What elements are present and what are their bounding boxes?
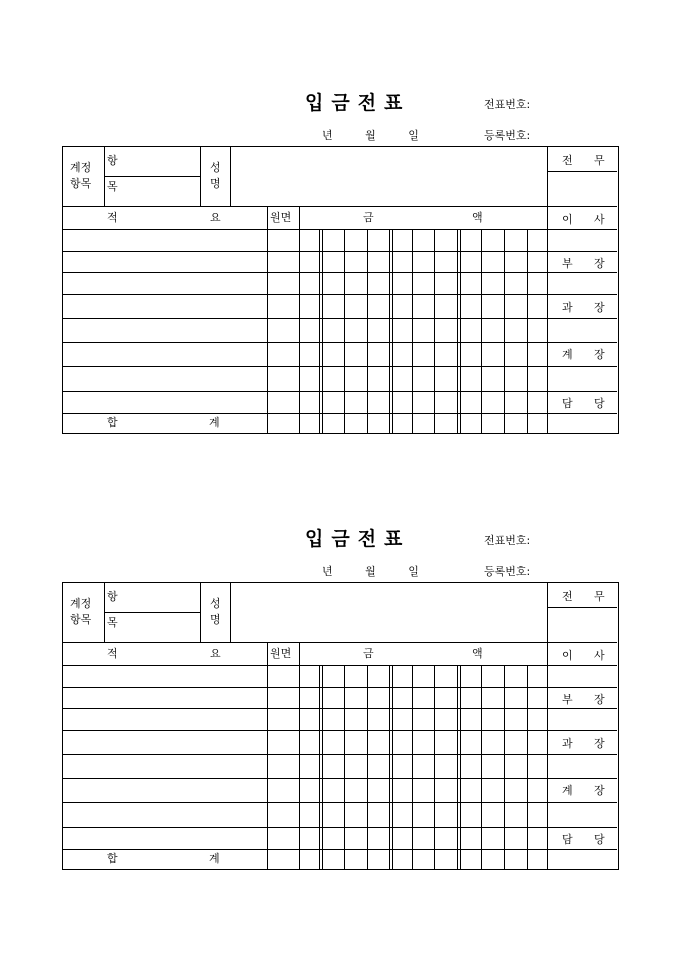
approval-label-4a: 과 — [562, 301, 573, 314]
approval-label-6a: 담 — [562, 397, 573, 410]
slip-title: 입금전표 — [305, 92, 411, 114]
approval-label-5b: 장 — [594, 348, 605, 361]
approval-label-3b: 장 — [594, 257, 605, 270]
slip-title: 입금전표 — [305, 528, 411, 550]
approval-label-4b: 장 — [594, 301, 605, 314]
approval-label-2b: 사 — [594, 649, 605, 662]
approval-label-4b: 장 — [594, 737, 605, 750]
registration-number-label: 등록번호: — [484, 129, 531, 142]
approval-label-6b: 당 — [594, 397, 605, 410]
approval-label-5a: 계 — [562, 784, 573, 797]
approval-label-4a: 과 — [562, 737, 573, 750]
name-label-top: 성 — [210, 161, 221, 174]
date-month-label: 월 — [365, 129, 376, 142]
slip-table — [62, 146, 548, 434]
name-label-bottom: 명 — [210, 613, 221, 626]
name-label-bottom: 명 — [210, 177, 221, 190]
approval-label-3b: 장 — [594, 693, 605, 706]
approval-label-1a: 전 — [562, 154, 573, 167]
date-day-label: 일 — [408, 565, 419, 578]
voucher-number-label: 전표번호: — [484, 98, 531, 111]
account-label-1: 계정 — [70, 597, 92, 610]
approval-label-5a: 계 — [562, 348, 573, 361]
deposit-slip-bottom — [0, 436, 680, 876]
slip-table — [62, 582, 548, 870]
date-year-label: 년 — [322, 129, 333, 142]
account-sub-label: 목 — [107, 180, 118, 193]
total-label-right: 계 — [209, 416, 220, 429]
approval-label-2b: 사 — [594, 213, 605, 226]
account-label-1: 계정 — [70, 161, 92, 174]
deposit-slip-top — [0, 0, 680, 440]
registration-number-label: 등록번호: — [484, 565, 531, 578]
account-label-2: 항목 — [70, 177, 92, 190]
total-label-left: 합 — [107, 416, 118, 429]
name-label-top: 성 — [210, 597, 221, 610]
summary-label-left: 적 — [107, 211, 118, 224]
date-line — [322, 563, 419, 579]
date-day-label: 일 — [408, 129, 419, 142]
amount-label-left: 금 — [363, 211, 374, 224]
date-year-label: 년 — [322, 565, 333, 578]
summary-label-left: 적 — [107, 647, 118, 660]
approval-label-3a: 부 — [562, 257, 573, 270]
code-label: 원면 — [270, 211, 292, 224]
approval-label-3a: 부 — [562, 693, 573, 706]
approval-label-6b: 당 — [594, 833, 605, 846]
approval-label-1a: 전 — [562, 590, 573, 603]
approval-label-2a: 이 — [562, 649, 573, 662]
summary-label-right: 요 — [210, 647, 221, 660]
amount-label-right: 액 — [472, 647, 483, 660]
account-item-label: 항 — [107, 154, 118, 167]
approval-label-1b: 무 — [594, 154, 605, 167]
summary-label-right: 요 — [210, 211, 221, 224]
approval-label-5b: 장 — [594, 784, 605, 797]
approval-label-6a: 담 — [562, 833, 573, 846]
code-label: 원면 — [270, 647, 292, 660]
approval-box — [548, 146, 619, 434]
voucher-number-label: 전표번호: — [484, 534, 531, 547]
account-item-label: 항 — [107, 590, 118, 603]
date-month-label: 월 — [365, 565, 376, 578]
approval-box — [548, 582, 619, 870]
approval-label-1b: 무 — [594, 590, 605, 603]
amount-label-left: 금 — [363, 647, 374, 660]
account-sub-label: 목 — [107, 616, 118, 629]
amount-label-right: 액 — [472, 211, 483, 224]
date-line — [322, 127, 419, 143]
total-label-right: 계 — [209, 852, 220, 865]
approval-label-2a: 이 — [562, 213, 573, 226]
total-label-left: 합 — [107, 852, 118, 865]
account-label-2: 항목 — [70, 613, 92, 626]
